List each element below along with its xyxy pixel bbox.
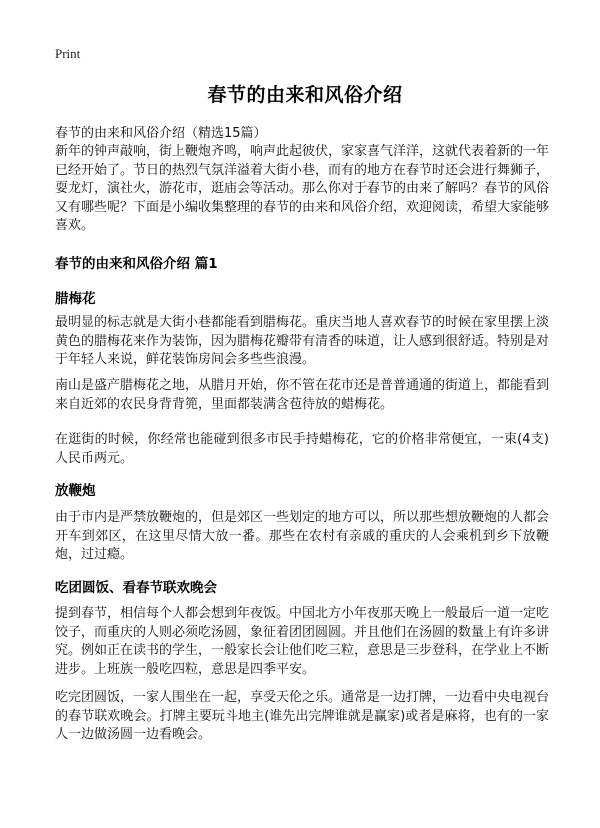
section-title: 春节的由来和风俗介绍 篇1	[55, 256, 218, 272]
section-heading-firecrackers: 放鞭炮	[55, 483, 96, 499]
page-title: 春节的由来和风俗介绍	[207, 84, 403, 106]
document-subtitle: 春节的由来和风俗介绍（精选15篇）	[55, 126, 267, 141]
paragraph-lamei-1: 最明显的标志就是大街小巷都能看到腊梅花。重庆当地人喜欢春节的时候在家里摆上淡黄色的腊梅花来作为装饰，因为腊梅花瓣带有清香的味道，让人感到很舒适。特别是对于年轻人来说，鲜花装饰房间会多些些浪漫。	[55, 315, 550, 367]
paragraph-reunion-dinner-2: 吃完团圆饭，一家人围坐在一起，享受天伦之乐。通常是一边打牌，一边看中央电视台的春节联欢晚会。打牌主要玩斗地主(谁先出完牌谁就是赢家)或者是麻将，也有的一家人一边做汤圆一边看晚会。	[55, 690, 550, 742]
section-heading-reunion-dinner: 吃团圆饭、看春节联欢晚会	[55, 580, 217, 596]
print-link[interactable]: Print	[55, 46, 81, 61]
section-heading-lamei: 腊梅花	[55, 291, 96, 307]
paragraph-reunion-dinner-1: 提到春节，相信每个人都会想到年夜饭。中国北方小年夜那天晚上一般最后一道一定吃饺子，而重庆的人则必须吃汤圆，象征着团团圆圆。并且他们在汤圆的数量上有许多讲究。例如正在读书的学生，一般家长会让他们吃三粒，意思是三步登科，在学业上不断进步。上班族一般吃四粒，意思是四季平安。	[55, 606, 550, 677]
paragraph-lamei-2: 南山是盛产腊梅花之地，从腊月开始，你不管在花市还是普普通通的街道上，都能看到来自近郊的农民身背背篼，里面都装满含苞待放的蜡梅花。	[55, 378, 550, 412]
paragraph-lamei-3: 在逛街的时候，你经常也能碰到很多市民手持蜡梅花，它的价格非常便宜，一束(4支)人民币两元。	[55, 432, 549, 466]
intro-paragraph: 新年的钟声敲响，街上鞭炮齐鸣，响声此起彼伏，家家喜气洋洋，这就代表着新的一年已经开始了。节日的热烈气氛洋溢着大街小巷，而有的地方在春节时还会进行舞狮子，耍龙灯，演社火，游花市，逛庙会等活动。那么你对于春节的由来了解吗？春节的风俗又有哪些呢？下面是小编收集整理的春节的由来和风俗介绍，欢迎阅读，希望大家能够喜欢。	[55, 144, 550, 233]
paragraph-firecrackers-1: 由于市内是严禁放鞭炮的，但是郊区一些划定的地方可以，所以那些想放鞭炮的人都会开车到郊区，在这里尽情大放一番。那些在农村有亲戚的重庆的人会乘机到乡下放鞭炮，过过瘾。	[55, 510, 550, 562]
